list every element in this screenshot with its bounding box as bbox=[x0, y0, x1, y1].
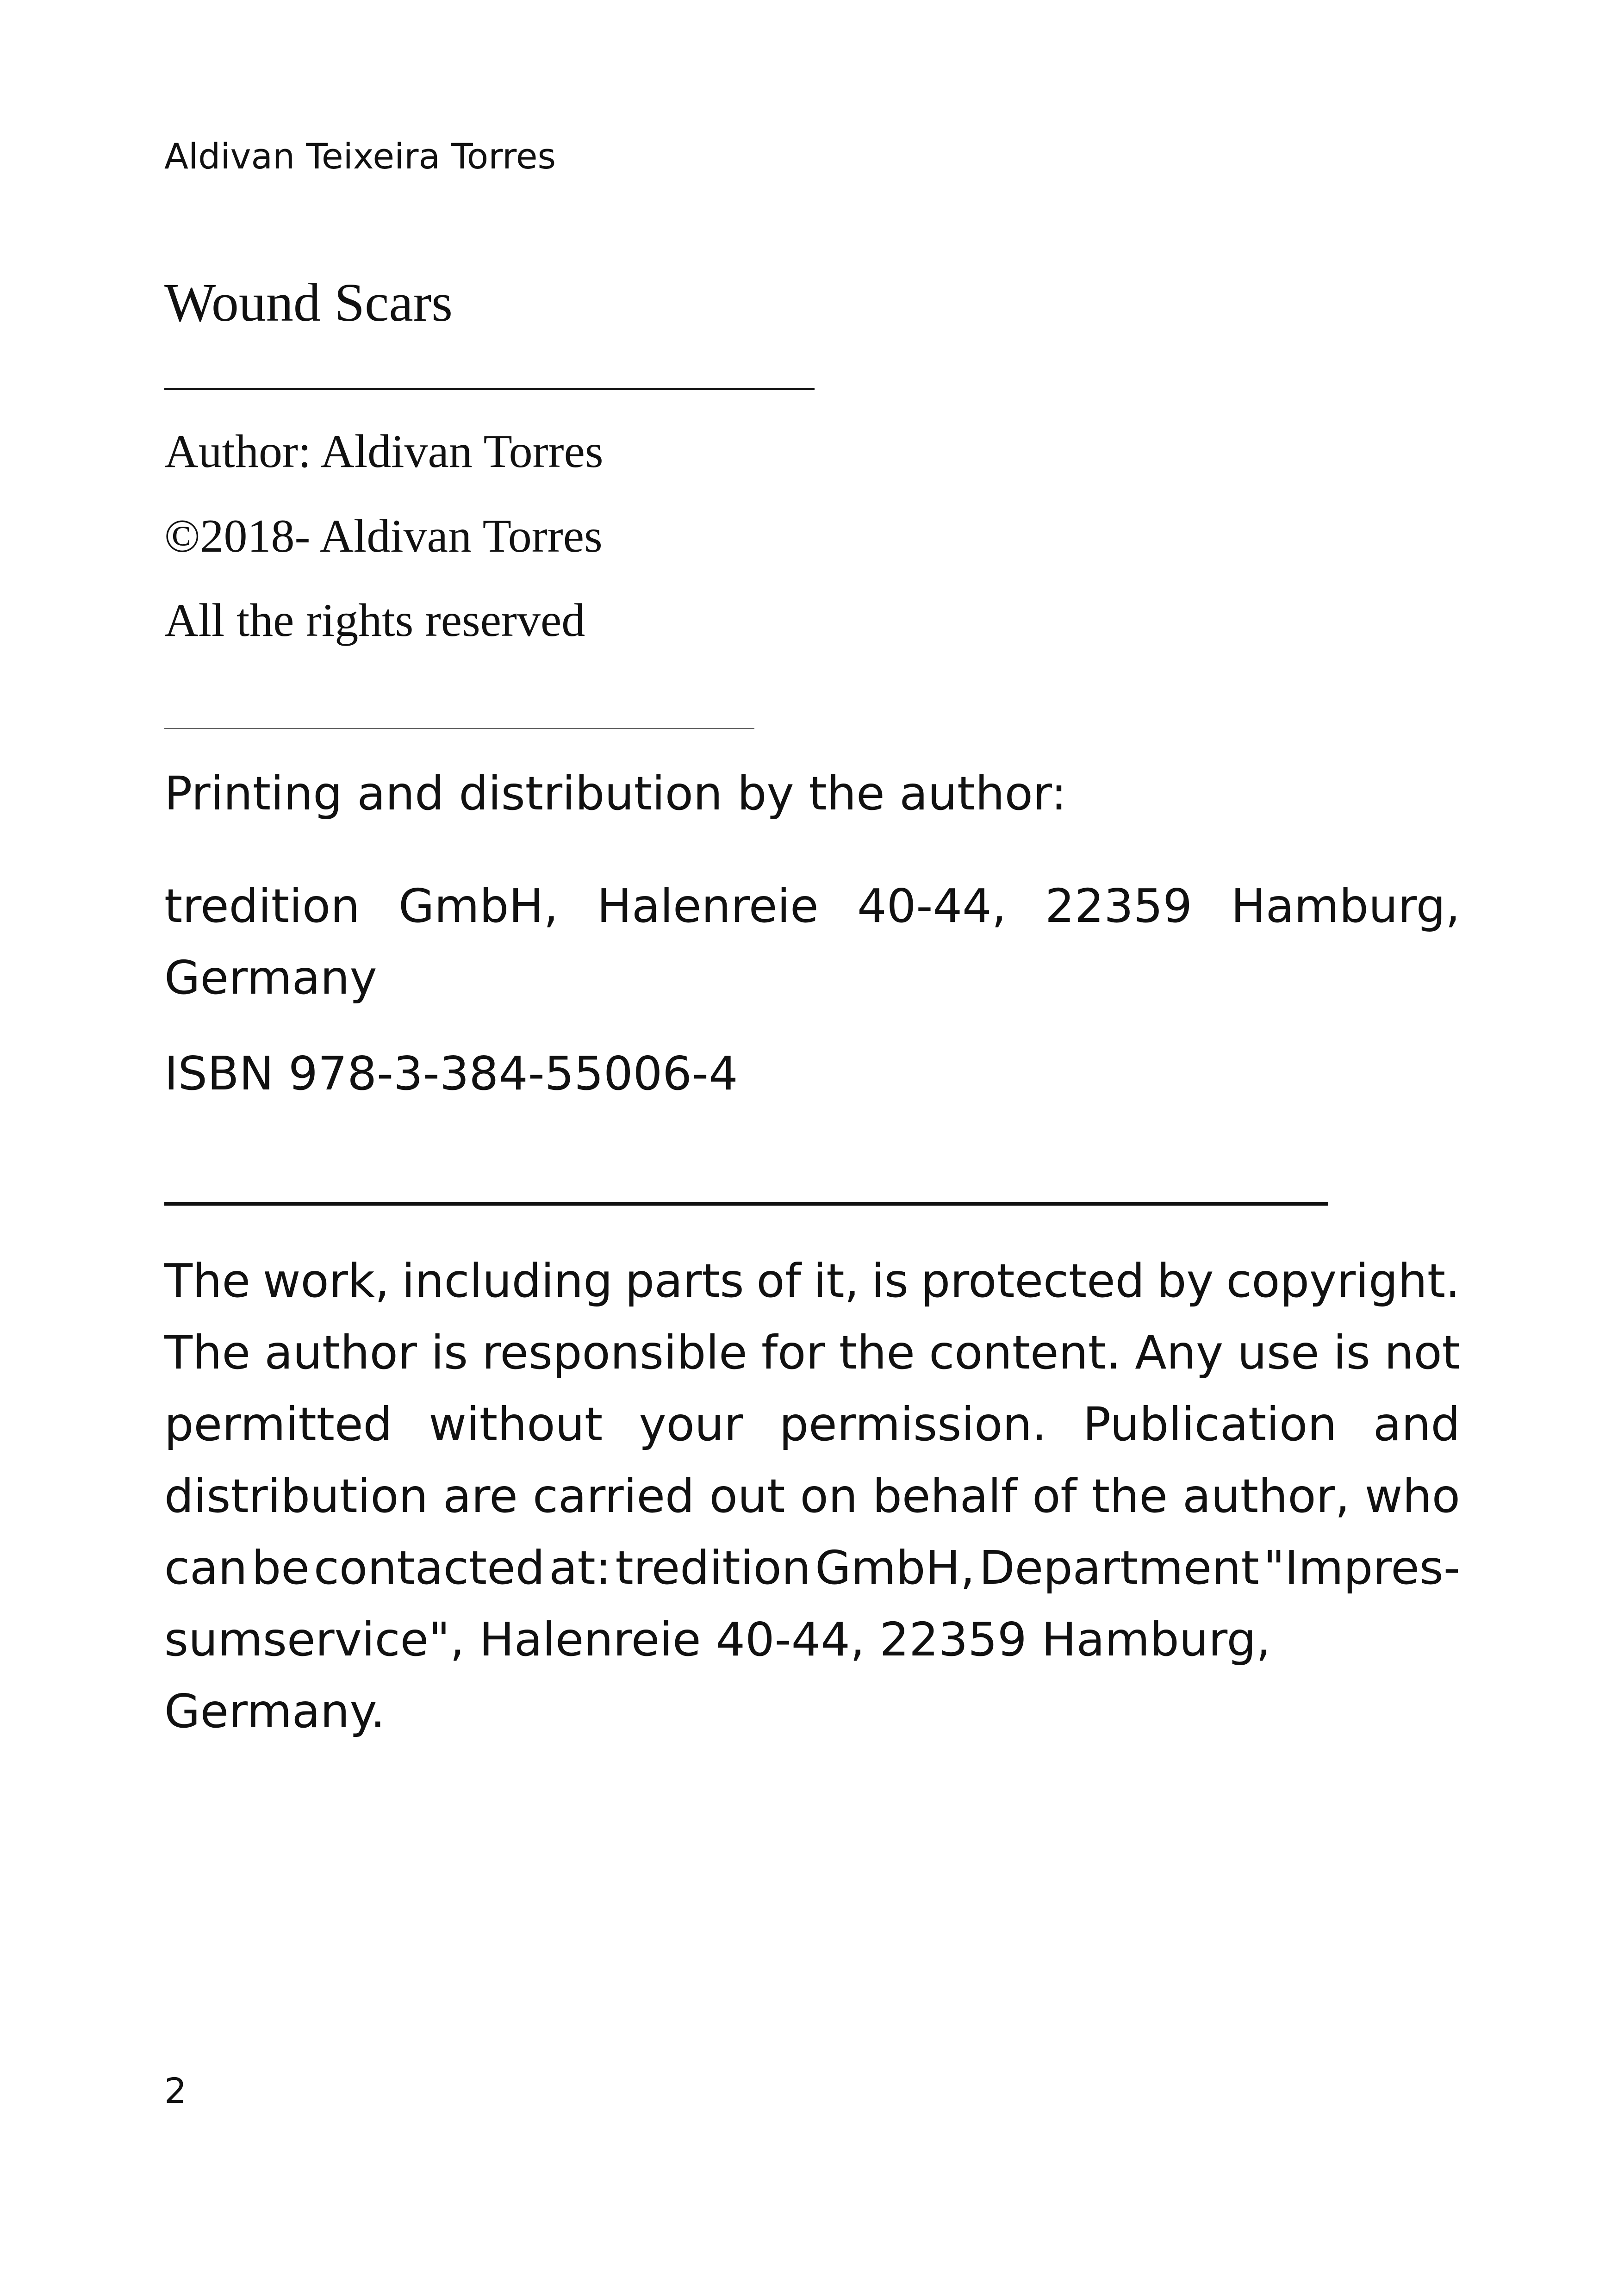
notice-line-3 bbox=[164, 1388, 1460, 1460]
notice-word: use bbox=[1237, 1325, 1319, 1380]
notice-word: out bbox=[709, 1469, 785, 1523]
notice-word: are bbox=[443, 1469, 518, 1523]
running-header-author: Aldivan Teixeira Torres bbox=[164, 136, 556, 177]
notice-word: responsible bbox=[482, 1325, 747, 1380]
notice-line-6: sumservice", Halenreie 40-44, 22359 Hamburg, Germany. bbox=[164, 1612, 1271, 1738]
notice-word: your bbox=[639, 1397, 743, 1451]
notice-word: carried bbox=[532, 1469, 695, 1523]
page-number: 2 bbox=[164, 2070, 187, 2111]
notice-word: parts bbox=[625, 1254, 744, 1308]
notice-word: copyright. bbox=[1226, 1254, 1460, 1308]
notice-word: and bbox=[1373, 1397, 1460, 1451]
copyright-protection-notice bbox=[164, 1245, 1460, 1747]
address-word: GmbH, bbox=[398, 879, 559, 933]
publisher-address bbox=[164, 870, 1460, 1014]
notice-line-2 bbox=[164, 1317, 1460, 1388]
address-word: 22359 bbox=[1045, 879, 1193, 933]
notice-word: distribution bbox=[164, 1469, 428, 1523]
notice-word: it, bbox=[813, 1254, 859, 1308]
notice-line-4 bbox=[164, 1460, 1460, 1532]
notice-word: for bbox=[761, 1325, 825, 1380]
notice-word: content. bbox=[929, 1325, 1121, 1380]
notice-line-1 bbox=[164, 1245, 1460, 1317]
printing-label: Printing and distribution by the author: bbox=[164, 766, 1067, 821]
notice-word: is bbox=[1333, 1325, 1370, 1380]
notice-word: can bbox=[164, 1541, 248, 1595]
notice-word: contacted bbox=[313, 1541, 545, 1595]
notice-word: of bbox=[756, 1254, 801, 1308]
address-word: Hamburg, bbox=[1231, 879, 1460, 933]
credits-divider bbox=[164, 728, 754, 729]
notice-word: "Impres- bbox=[1263, 1541, 1460, 1595]
notice-word: without bbox=[429, 1397, 603, 1451]
notice-word: protected bbox=[921, 1254, 1145, 1308]
notice-word: Publication bbox=[1083, 1397, 1337, 1451]
notice-word: Department bbox=[979, 1541, 1259, 1595]
isbn: ISBN 978-3-384-55006-4 bbox=[164, 1046, 738, 1101]
notice-word: at: bbox=[549, 1541, 611, 1595]
notice-word: of bbox=[1032, 1469, 1077, 1523]
notice-word: is bbox=[431, 1325, 468, 1380]
notice-word: The bbox=[164, 1325, 250, 1380]
book-title: Wound Scars bbox=[164, 272, 453, 333]
notice-word: author bbox=[264, 1325, 417, 1380]
notice-divider bbox=[164, 1202, 1328, 1206]
notice-word: is bbox=[871, 1254, 909, 1308]
notice-word: the bbox=[839, 1325, 915, 1380]
rights-reserved: All the rights reserved bbox=[164, 594, 585, 647]
notice-word: not bbox=[1384, 1325, 1460, 1380]
notice-word: on bbox=[800, 1469, 858, 1523]
address-word: 40-44, bbox=[857, 879, 1007, 933]
notice-word: be bbox=[251, 1541, 310, 1595]
publisher-address-line-1 bbox=[164, 870, 1460, 942]
notice-word: permission. bbox=[779, 1397, 1047, 1451]
address-word: tredition bbox=[164, 879, 360, 933]
notice-word: tredition bbox=[615, 1541, 811, 1595]
address-word: Halenreie bbox=[597, 879, 819, 933]
author-credit: Author: Aldivan Torres bbox=[164, 425, 604, 478]
notice-word: The bbox=[164, 1254, 250, 1308]
notice-word: by bbox=[1157, 1254, 1214, 1308]
notice-word: author, bbox=[1182, 1469, 1350, 1523]
publisher-address-line-2: Germany bbox=[164, 951, 377, 1005]
notice-word: the bbox=[1091, 1469, 1168, 1523]
notice-word: work, bbox=[262, 1254, 390, 1308]
title-divider bbox=[164, 388, 815, 390]
notice-word: GmbH, bbox=[815, 1541, 975, 1595]
notice-word: behalf bbox=[872, 1469, 1018, 1523]
notice-word: including bbox=[402, 1254, 613, 1308]
notice-word: permitted bbox=[164, 1397, 392, 1451]
notice-word: Any bbox=[1135, 1325, 1224, 1380]
notice-word: who bbox=[1364, 1469, 1460, 1523]
copyright-notice: ©2018- Aldivan Torres bbox=[164, 510, 603, 562]
notice-line-5 bbox=[164, 1532, 1460, 1604]
